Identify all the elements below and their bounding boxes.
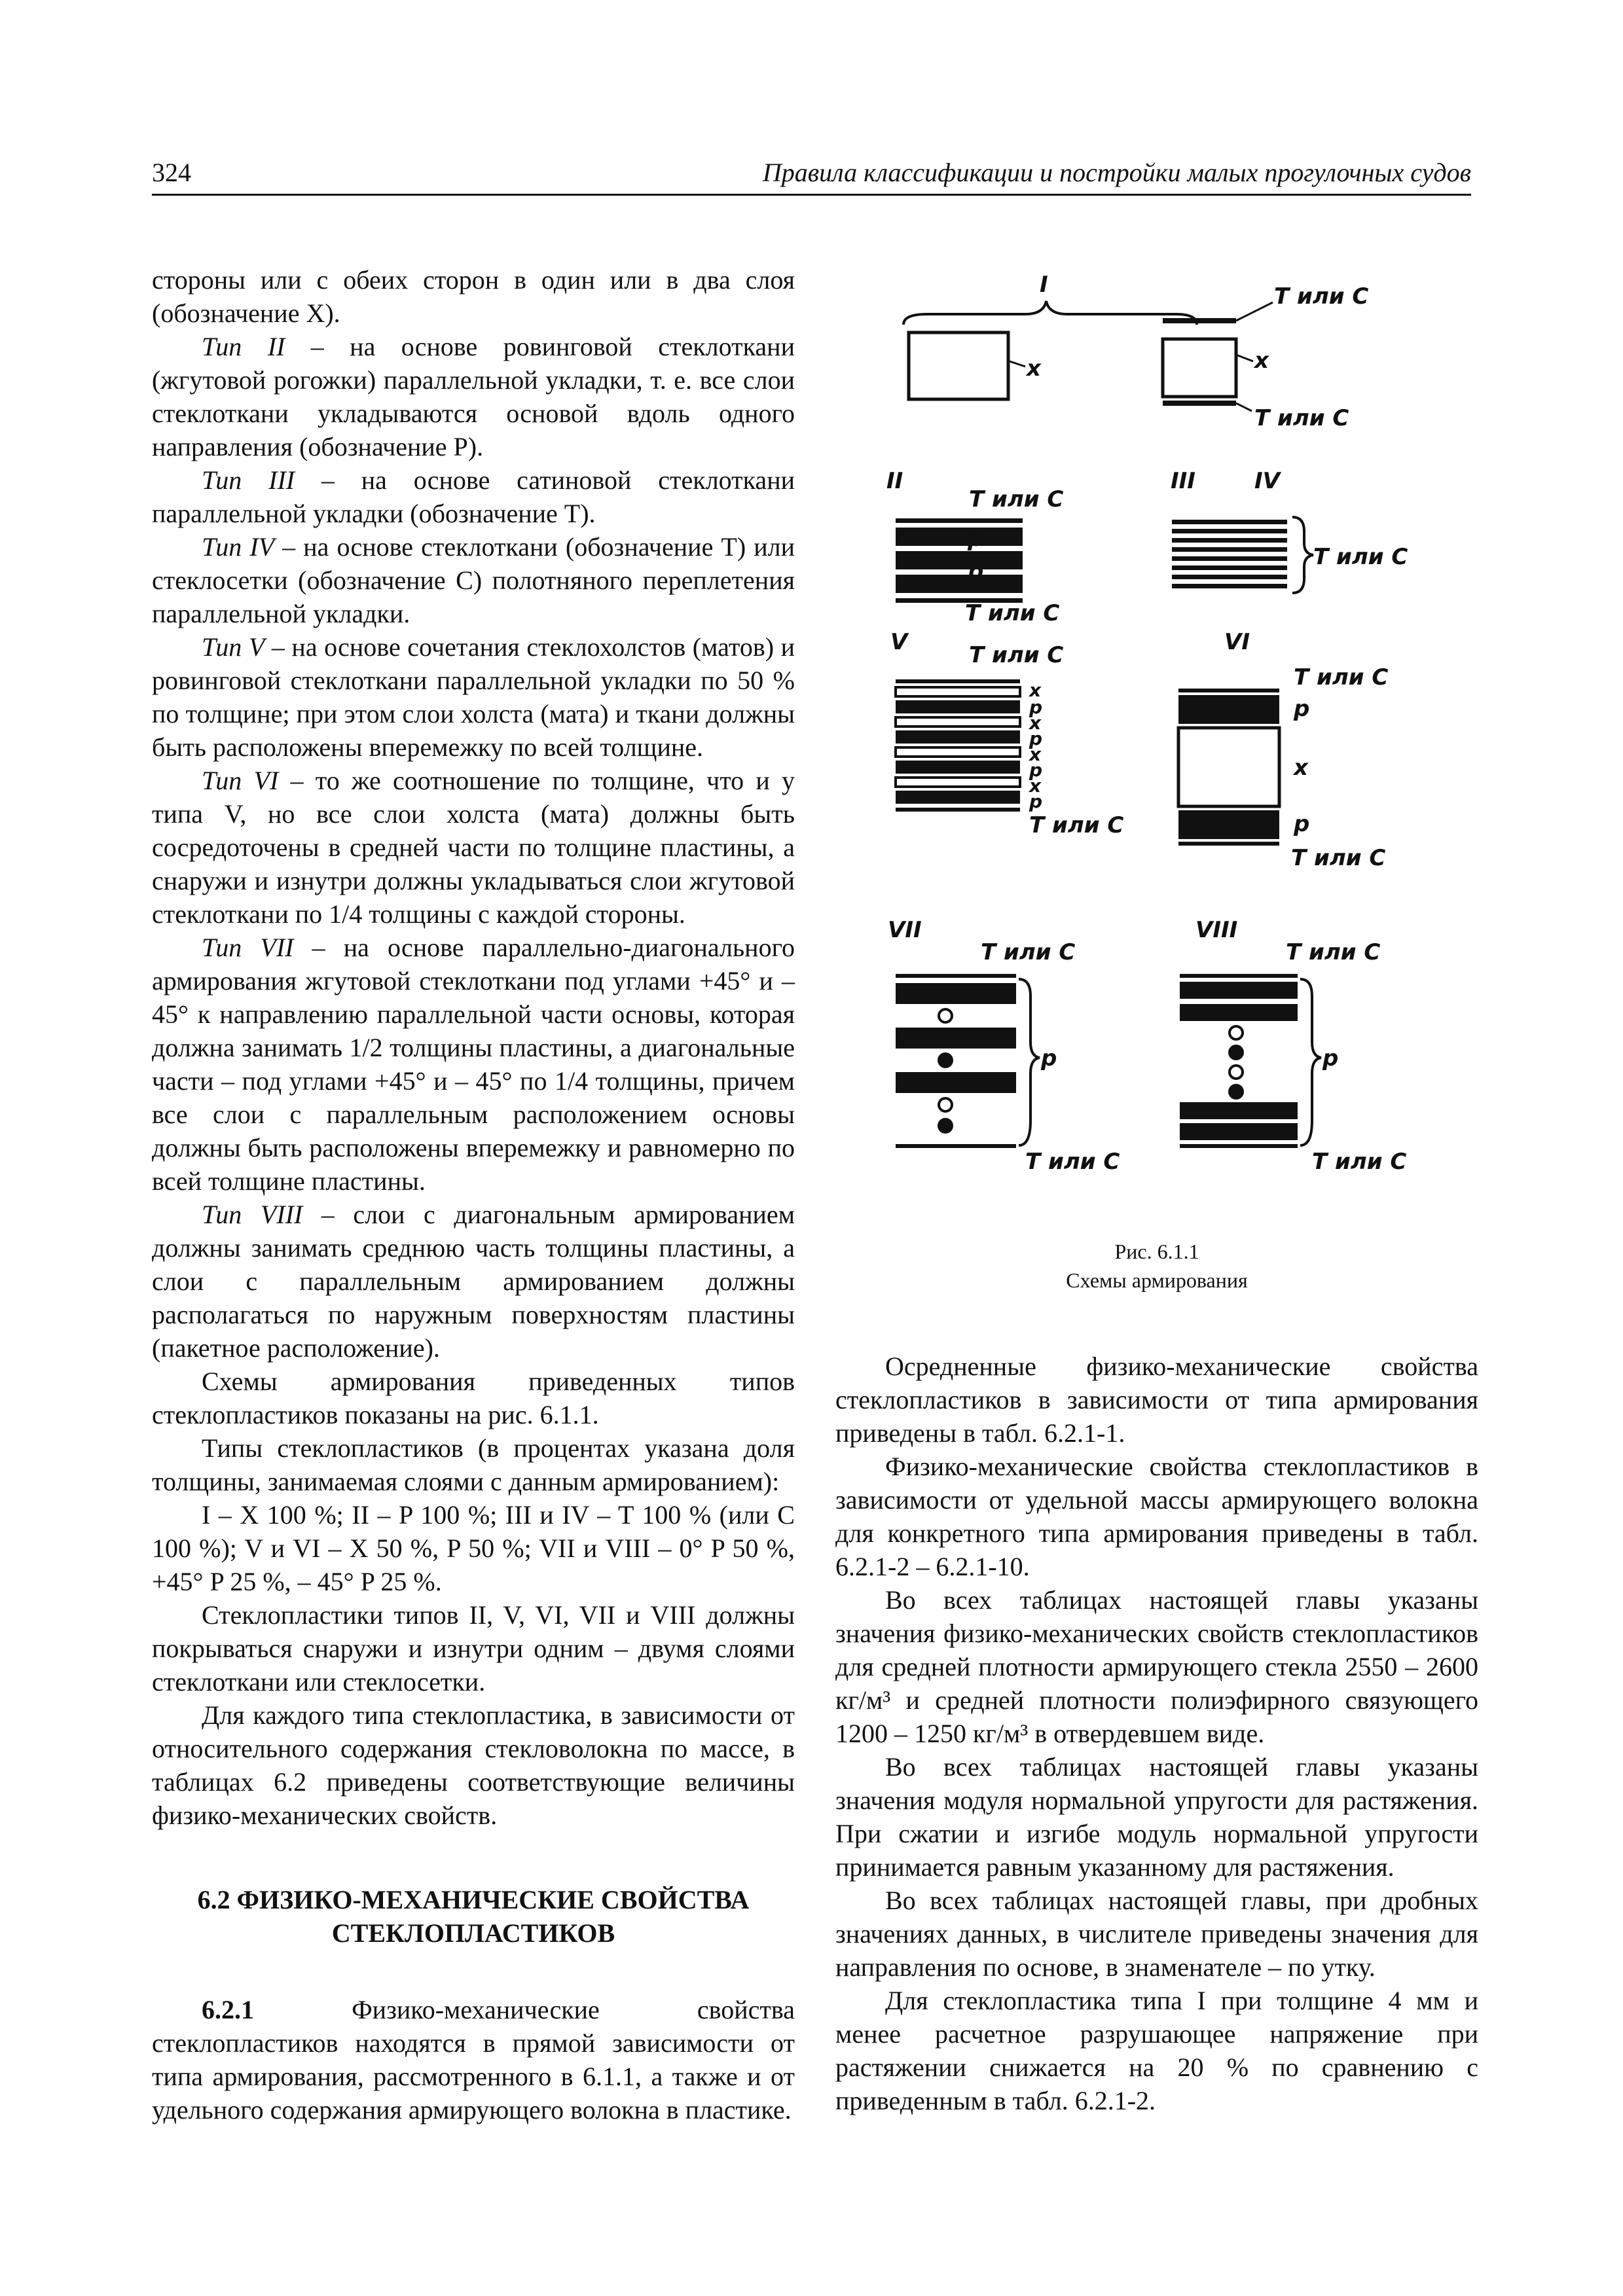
layer-rovings — [896, 761, 1020, 774]
layer-rovings — [896, 983, 1016, 1004]
layer-mat — [1178, 728, 1279, 806]
label-type-vi: VI — [1224, 629, 1250, 655]
layer-rovings — [896, 528, 1023, 546]
layer-rovings — [896, 700, 1020, 713]
diagonal-layer-plus45 — [938, 1052, 953, 1068]
paragraph: Для каждого типа стеклопластика, в зависимости от относительного содержания стекловолокна по массе, в таблицах 6.2 приведены соответствующие величины физико-механических свойств. — [152, 1700, 795, 1830]
type-label: Тип III — [202, 465, 295, 495]
layer-fabric — [1172, 520, 1287, 524]
label-p: р — [1029, 728, 1043, 749]
label-tc: Т или С — [1313, 544, 1408, 570]
running-title: Правила классификации и постройки малых прогулочных судов — [762, 158, 1471, 187]
diagonal-layer-plus45 — [1228, 1084, 1244, 1100]
layer-tc — [896, 1144, 1016, 1148]
paragraph: Во всех таблицах настоящей главы указаны значения модуля нормальной упругости для растяжения. При сжатии и изгибе модуль нормальной упругости принимается равным указанному для растяжения. — [835, 1752, 1478, 1882]
layer-fabric — [1172, 584, 1287, 588]
layer-mat — [896, 687, 1020, 696]
layer-fabric — [1172, 538, 1287, 543]
layer-tc — [1163, 401, 1236, 406]
paragraph-6-2-1 — [152, 1993, 795, 2126]
type-label: Тип VII — [202, 933, 294, 962]
brace-type-i — [903, 301, 1197, 325]
layer-rovings — [1180, 982, 1298, 999]
layer-rovings — [896, 1028, 1016, 1049]
diagonal-layer-minus45 — [1230, 1066, 1243, 1079]
leader-line — [1236, 302, 1273, 321]
paragraph-type-ii — [152, 330, 795, 463]
label-p: р — [1294, 811, 1310, 837]
paragraph: Во всех таблицах настоящей главы указаны значения физико-механических свойств стеклопластиков для средней плотности армирующего стекла 2550 – 2600 кг/м³ и средней плотности полиэфирного связующего 1200 – 1250 кг/м³ в отвердевшем виде. — [835, 1585, 1478, 1748]
label-tc: Т или С — [1025, 1149, 1120, 1175]
layer-rovings — [1180, 1123, 1298, 1140]
label-type-vii: VII — [888, 917, 922, 943]
label-tc: Т или С — [969, 642, 1064, 668]
layer-tc — [1178, 689, 1279, 692]
layer-rovings — [1178, 695, 1279, 724]
layer-rovings — [1180, 1004, 1298, 1021]
layer-fabric — [1172, 547, 1287, 552]
label-p: р — [1029, 696, 1043, 718]
label-type-iv: IV — [1254, 468, 1280, 494]
label-tc: Т или С — [1312, 1149, 1407, 1175]
layer-mat — [896, 778, 1020, 787]
paragraph: I – X 100 %; II – P 100 %; III и IV – T 100 % (или С 100 %); V и VI – X 50 %, P 50 %; VII и VIII – 0° P 50 %, +45° P 25 %, – 45° P 25 %. — [152, 1500, 795, 1596]
layer-tc — [1163, 318, 1236, 323]
paragraph-text: – на основе стеклоткани (обозначение Т) или стеклосетки (обозначение С) полотняного переплетения параллельной укладки. — [152, 532, 795, 628]
paragraph-type-iv — [152, 530, 795, 630]
layer-mat — [1163, 339, 1236, 397]
layer-mat — [896, 747, 1020, 757]
label-type-viii: VIII — [1195, 917, 1238, 943]
paragraph-type-viii — [152, 1198, 795, 1365]
label-tc: Т или С — [1254, 405, 1349, 431]
layer-mat — [909, 332, 1008, 399]
type-label: Тип II — [202, 332, 285, 361]
layer-mat — [896, 717, 1020, 726]
label-tc: Т или С — [1029, 812, 1124, 838]
brace-right — [1019, 979, 1040, 1145]
label-p: р — [1322, 1045, 1339, 1071]
header-rule — [152, 194, 1471, 196]
section-heading-line: 6.2 ФИЗИКО-МЕХАНИЧЕСКИЕ СВОЙСТВА — [197, 1885, 750, 1914]
type-label: Тип VI — [202, 766, 279, 795]
scheme-type-ii — [886, 468, 1063, 626]
layer-fabric — [1172, 565, 1287, 570]
label-x: х — [1029, 712, 1042, 734]
paragraph-type-vii — [152, 931, 795, 1198]
layer-fabric — [1172, 529, 1287, 533]
paragraph-text: – на основе сатиновой стеклоткани параллельной укладки (обозначение Т). — [152, 465, 795, 528]
scheme-type-vii — [888, 917, 1120, 1175]
layer-rovings — [896, 730, 1020, 744]
type-label: Тип V — [202, 632, 265, 662]
label-p: р — [1294, 696, 1310, 722]
paragraph: Физико-механические свойства стеклопластиков в зависимости от удельной массы армирующего волокна для конкретного типа армирования приведены в табл. 6.2.1-2 – 6.2.1-10. — [835, 1452, 1478, 1581]
leader-line — [1236, 355, 1253, 361]
label-tc: Т или С — [1291, 845, 1386, 871]
scheme-type-i — [903, 272, 1368, 431]
layer-tc — [896, 808, 1020, 812]
page-number: 324 — [152, 158, 191, 187]
brace-right — [1292, 517, 1313, 593]
scheme-type-viii — [1180, 917, 1406, 1175]
layer-rovings — [1178, 810, 1279, 839]
label-p: р — [968, 526, 984, 552]
figure-number: Рис. 6.1.1 — [1114, 1240, 1199, 1263]
paragraph-text: – на основе сочетания стеклохолстов (матов) и ровинговой стеклоткани параллельной укладки по 50 % по толщине; при этом слои холста (мата) и ткани должны быть расположены вперемежку по всей толщине. — [152, 632, 795, 762]
paragraph-type-v — [152, 630, 795, 764]
paragraph: стороны или с обеих сторон в один или в два слоя (обозначение Х). — [152, 265, 795, 328]
paragraph-text: – на основе параллельно-диагонального армирования жгутовой стеклоткани под углами +45° и – 45° к направлению параллельной части основы, которая должна занимать 1/2 толщины пластины, а диагональные части – под углами +45° и – 45° по 1/4 толщины, причем все слои с параллельным расположением основы должны быть расположены вперемежку и равномерно по всей толщине пластины. — [152, 933, 795, 1196]
paragraph: Типы стеклопластиков (в процентах указана доля толщины, занимаемая слоями с данным армированием): — [152, 1433, 795, 1496]
scheme-type-iii-iv — [1171, 468, 1408, 593]
layer-fabric — [1172, 556, 1287, 561]
left-column — [152, 263, 795, 2126]
label-p: р — [1029, 791, 1043, 812]
scheme-type-v — [890, 629, 1123, 838]
layer-rovings — [896, 575, 1023, 593]
layer-rovings — [896, 551, 1023, 569]
section-heading-line: СТЕКЛОПЛАСТИКОВ — [331, 1918, 615, 1948]
layer-tc — [896, 974, 1016, 978]
label-x: х — [1029, 679, 1042, 701]
layer-rovings — [1180, 1102, 1298, 1119]
diagonal-layer-plus45 — [1228, 1045, 1244, 1060]
layer-fabric — [1172, 575, 1287, 579]
paragraph: Во всех таблицах настоящей главы, при дробных значениях данных, в числителе приведены значения для направления по основе, в знаменателе – по утку. — [835, 1886, 1478, 1982]
label-x: х — [1254, 348, 1269, 374]
label-tc: Т или С — [1286, 939, 1381, 965]
leader-line — [1236, 403, 1252, 411]
label-p: р — [1029, 759, 1043, 781]
paragraph-text: – слои с диагональным армированием должны занимать среднюю часть толщины пластины, а слои с параллельным армированием должны располагаться по наружным поверхностям пластины (пакетное расположение). — [152, 1200, 795, 1363]
clause-number: 6.2.1 — [202, 1995, 254, 2024]
layer-rovings — [896, 1072, 1016, 1093]
paragraph-type-vi — [152, 764, 795, 931]
diagonal-layer-minus45 — [1230, 1026, 1243, 1039]
figure-reinforcement-schemes — [835, 263, 1478, 1292]
layer-tc — [896, 518, 1023, 523]
label-type-i: I — [1040, 272, 1048, 298]
label-type-ii: II — [886, 468, 903, 494]
paragraph-text: Физико-механические свойства стеклопластиков находятся в прямой зависимости от типа армирования, рассмотренного в 6.1.1, а также и от удельного содержания армирующего волокна в пластике. — [152, 1995, 795, 2125]
leader-line — [1010, 361, 1025, 367]
paragraph: Стеклопластики типов II, V, VI, VII и VIII должны покрываться снаружи и изнутри одним – двумя слоями стеклоткани или стеклосетки. — [152, 1600, 795, 1696]
label-x: х — [1027, 355, 1041, 382]
label-tc: Т или С — [1274, 283, 1369, 310]
label-tc: Т или С — [965, 600, 1060, 626]
diagonal-layer-minus45 — [939, 1009, 952, 1022]
layer-tc — [1180, 1144, 1298, 1148]
label-type-iii: III — [1171, 468, 1195, 494]
label-tc: Т или С — [1294, 664, 1389, 691]
diagonal-layer-plus45 — [938, 1118, 953, 1134]
label-type-v: V — [890, 629, 908, 655]
right-column — [835, 1350, 1478, 2117]
diagonal-layer-minus45 — [939, 1098, 952, 1111]
type-label: Тип IV — [202, 532, 275, 562]
type-label: Тип VIII — [202, 1200, 303, 1229]
figure-title: Схемы армирования — [1066, 1268, 1248, 1292]
label-x: х — [1029, 744, 1042, 765]
brace-right — [1300, 979, 1321, 1145]
paragraph-text: – то же соотношение по толщине, что и у типа V, но все слои холста (мата) должны быть сосредоточены в средней части по толщине пластины, а снаружи и изнутри должны укладываться слои жгутовой стеклоткани по 1/4 толщины с каждой стороны. — [152, 766, 795, 929]
label-p: р — [968, 558, 984, 584]
layer-tc — [1180, 974, 1298, 978]
layer-tc — [1178, 842, 1279, 846]
reinforcement-diagram — [835, 263, 1478, 1225]
figure-caption — [835, 1237, 1478, 1295]
paragraph: Для стеклопластика типа I при толщине 4 мм и менее расчетное разрушающее напряжение при растяжении снижается на 20 % по сравнению с приведенным в табл. 6.2.1-2. — [835, 1986, 1478, 2115]
paragraph-type-iii — [152, 463, 795, 530]
label-x: х — [1294, 755, 1308, 781]
label-x: х — [1029, 775, 1042, 797]
layer-tc — [896, 679, 1020, 683]
section-heading — [152, 1883, 795, 1950]
scheme-type-vi — [1178, 629, 1388, 871]
label-tc: Т или С — [981, 939, 1076, 965]
label-p: р — [1041, 1045, 1057, 1071]
paragraph: Осредненные физико-механические свойства стеклопластиков в зависимости от типа армирования приведены в табл. 6.2.1-1. — [835, 1352, 1478, 1448]
label-tc: Т или С — [969, 486, 1064, 512]
layer-rovings — [896, 791, 1020, 804]
paragraph-text: – на основе ровинговой стеклоткани (жгутовой рогожки) параллельной укладки, т. е. все слои стеклоткани укладываются основой вдоль одного направления (обозначение Р). — [152, 332, 795, 461]
paragraph: Схемы армирования приведенных типов стеклопластиков показаны на рис. 6.1.1. — [152, 1367, 795, 1429]
